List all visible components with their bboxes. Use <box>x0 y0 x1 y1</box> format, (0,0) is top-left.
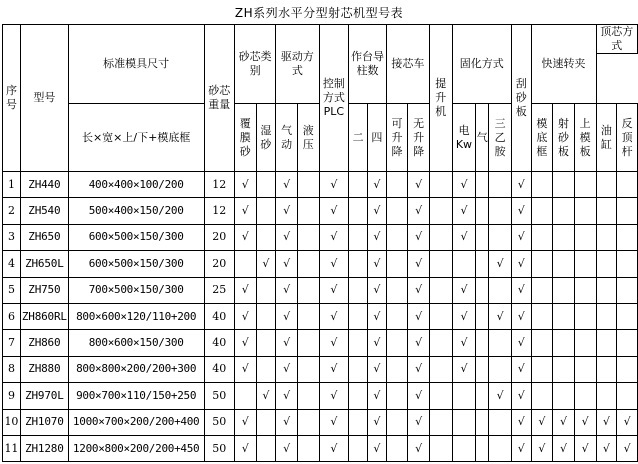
cell-seq: 3 <box>3 224 21 250</box>
header-pneumatic: 气动 <box>276 104 298 172</box>
cell-seq: 1 <box>3 172 21 198</box>
cell-scraper: √ <box>511 224 531 250</box>
cell-oil-cyl: √ <box>596 409 617 435</box>
cell-mold-frame <box>531 330 553 356</box>
cell-no-lift: √ <box>408 277 430 303</box>
cell-upper-mold <box>574 198 596 224</box>
cell-mold-frame <box>531 356 553 382</box>
table-row <box>3 224 638 250</box>
cell-pneumatic: √ <box>276 303 298 329</box>
cell-pneumatic: √ <box>276 277 298 303</box>
cell-model: ZH1280 <box>20 435 68 461</box>
cell-upper-mold <box>574 224 596 250</box>
cell-column-two <box>349 409 368 435</box>
cell-wet-sand: √ <box>256 383 276 409</box>
cell-rev-rod <box>617 330 638 356</box>
cell-no-lift: √ <box>408 198 430 224</box>
cell-rev-rod <box>617 198 638 224</box>
cell-film-sand <box>234 383 256 409</box>
cell-rev-rod <box>617 303 638 329</box>
cell-film-sand <box>234 251 256 277</box>
cell-oil-cyl <box>596 277 617 303</box>
header-film-sand: 覆膜砂 <box>234 104 256 172</box>
cell-mold-frame <box>531 303 553 329</box>
cell-scraper: √ <box>511 356 531 382</box>
cell-hydraulic <box>297 330 319 356</box>
cell-dims: 800×600×120/110+200 <box>68 303 204 329</box>
cell-shot-plate <box>553 383 575 409</box>
cell-column-four: √ <box>367 330 386 356</box>
cell-tea <box>489 409 512 435</box>
cell-column-four: √ <box>367 356 386 382</box>
cell-hydraulic <box>297 383 319 409</box>
cell-mold-frame <box>531 172 553 198</box>
header-column: 作台导柱数 <box>349 25 386 104</box>
cell-shot-plate <box>553 224 575 250</box>
cell-gas <box>476 303 489 329</box>
cell-scraper: √ <box>511 435 531 461</box>
cell-rev-rod <box>617 224 638 250</box>
cell-seq: 4 <box>3 251 21 277</box>
cell-rev-rod <box>617 172 638 198</box>
cell-elec-kw: √ <box>452 198 476 224</box>
cell-hydraulic <box>297 172 319 198</box>
cell-column-four: √ <box>367 198 386 224</box>
table-row <box>3 383 638 409</box>
cell-oil-cyl <box>596 303 617 329</box>
cell-liftable <box>386 303 408 329</box>
cell-gas <box>476 224 489 250</box>
cell-tea <box>489 224 512 250</box>
header-sand-type: 砂芯类别 <box>234 25 275 104</box>
cell-shot-plate <box>553 356 575 382</box>
cell-model: ZH860RL <box>20 303 68 329</box>
cell-elevator <box>429 330 452 356</box>
cell-hydraulic <box>297 435 319 461</box>
cell-oil-cyl <box>596 330 617 356</box>
cell-elec-kw: √ <box>452 277 476 303</box>
cell-elec-kw <box>452 409 476 435</box>
cell-control: √ <box>319 409 349 435</box>
cell-tea <box>489 172 512 198</box>
cell-seq: 8 <box>3 356 21 382</box>
header-core-car: 接芯车 <box>386 25 429 104</box>
cell-hydraulic <box>297 409 319 435</box>
cell-core-weight: 40 <box>204 330 234 356</box>
model-spec-table <box>2 24 638 462</box>
table-title: ZH系列水平分型射芯机型号表 <box>234 6 404 20</box>
cell-liftable <box>386 277 408 303</box>
cell-oil-cyl <box>596 251 617 277</box>
cell-column-four: √ <box>367 409 386 435</box>
cell-film-sand: √ <box>234 172 256 198</box>
header-oil-cyl: 油缸 <box>596 104 617 172</box>
cell-upper-mold <box>574 277 596 303</box>
cell-rev-rod <box>617 383 638 409</box>
cell-control: √ <box>319 303 349 329</box>
cell-upper-mold: √ <box>574 435 596 461</box>
cell-column-two <box>349 356 368 382</box>
cell-control: √ <box>319 356 349 382</box>
cell-oil-cyl: √ <box>596 435 617 461</box>
cell-seq: 2 <box>3 198 21 224</box>
cell-shot-plate <box>553 277 575 303</box>
cell-tea: √ <box>489 251 512 277</box>
cell-rev-rod: √ <box>617 435 638 461</box>
cell-wet-sand <box>256 277 276 303</box>
cell-mold-frame: √ <box>531 435 553 461</box>
cell-column-four: √ <box>367 224 386 250</box>
cell-liftable <box>386 383 408 409</box>
cell-dims: 400×400×100/200 <box>68 172 204 198</box>
cell-film-sand: √ <box>234 277 256 303</box>
cell-column-two <box>349 198 368 224</box>
cell-pneumatic: √ <box>276 251 298 277</box>
cell-no-lift: √ <box>408 356 430 382</box>
cell-oil-cyl <box>596 356 617 382</box>
header-no-lift: 无升降 <box>408 104 430 172</box>
cell-liftable <box>386 356 408 382</box>
cell-upper-mold <box>574 251 596 277</box>
cell-upper-mold <box>574 383 596 409</box>
header-quick: 快速转夹 <box>531 25 596 104</box>
cell-oil-cyl <box>596 224 617 250</box>
cell-hydraulic <box>297 303 319 329</box>
cell-seq: 10 <box>3 409 21 435</box>
cell-elec-kw: √ <box>452 356 476 382</box>
cell-elec-kw <box>452 435 476 461</box>
cell-liftable <box>386 198 408 224</box>
cell-elec-kw: √ <box>452 330 476 356</box>
cell-pneumatic: √ <box>276 172 298 198</box>
cell-gas <box>476 172 489 198</box>
table-row <box>3 409 638 435</box>
cell-pneumatic: √ <box>276 409 298 435</box>
cell-model: ZH860 <box>20 330 68 356</box>
cell-liftable <box>386 330 408 356</box>
cell-liftable <box>386 251 408 277</box>
cell-no-lift: √ <box>408 435 430 461</box>
header-model: 型号 <box>20 25 68 172</box>
cell-oil-cyl <box>596 383 617 409</box>
cell-elevator <box>429 409 452 435</box>
cell-shot-plate <box>553 251 575 277</box>
cell-film-sand: √ <box>234 224 256 250</box>
cell-dims: 700×500×150/300 <box>68 277 204 303</box>
cell-column-four: √ <box>367 303 386 329</box>
table-row <box>3 277 638 303</box>
cell-upper-mold <box>574 303 596 329</box>
cell-elec-kw: √ <box>452 172 476 198</box>
cell-mold-frame: √ <box>531 409 553 435</box>
cell-gas <box>476 356 489 382</box>
cell-hydraulic <box>297 277 319 303</box>
header-drive: 驱动方式 <box>276 25 319 104</box>
cell-elevator <box>429 277 452 303</box>
cell-liftable <box>386 435 408 461</box>
cell-film-sand: √ <box>234 409 256 435</box>
cell-elec-kw <box>452 383 476 409</box>
cell-core-weight: 50 <box>204 383 234 409</box>
header-liftable: 可升降 <box>386 104 408 172</box>
cell-rev-rod <box>617 356 638 382</box>
cell-no-lift: √ <box>408 330 430 356</box>
cell-film-sand: √ <box>234 198 256 224</box>
cell-upper-mold <box>574 356 596 382</box>
cell-model: ZH970L <box>20 383 68 409</box>
cell-tea <box>489 435 512 461</box>
cell-seq: 6 <box>3 303 21 329</box>
header-upper-mold: 上模板 <box>574 104 596 172</box>
cell-oil-cyl <box>596 198 617 224</box>
header-gas: 气 <box>476 104 489 172</box>
cell-column-four: √ <box>367 277 386 303</box>
cell-mold-frame <box>531 383 553 409</box>
cell-control: √ <box>319 330 349 356</box>
cell-control: √ <box>319 435 349 461</box>
cell-gas <box>476 409 489 435</box>
cell-hydraulic <box>297 224 319 250</box>
cell-shot-plate <box>553 303 575 329</box>
cell-control: √ <box>319 383 349 409</box>
cell-column-four: √ <box>367 435 386 461</box>
cell-elevator <box>429 172 452 198</box>
cell-column-two <box>349 172 368 198</box>
cell-control: √ <box>319 224 349 250</box>
cell-shot-plate <box>553 172 575 198</box>
cell-tea: √ <box>489 383 512 409</box>
header-rev-rod: 反顶杆 <box>617 104 638 172</box>
cell-model: ZH540 <box>20 198 68 224</box>
header-four: 四 <box>367 104 386 172</box>
cell-shot-plate: √ <box>553 409 575 435</box>
cell-model: ZH750 <box>20 277 68 303</box>
table-row <box>3 198 638 224</box>
cell-no-lift: √ <box>408 251 430 277</box>
header-wet-sand: 湿砂 <box>256 104 276 172</box>
cell-elec-kw: √ <box>452 303 476 329</box>
header-two: 二 <box>349 104 368 172</box>
cell-wet-sand <box>256 172 276 198</box>
table-row <box>3 435 638 461</box>
table-body <box>3 172 638 462</box>
cell-pneumatic: √ <box>276 224 298 250</box>
cell-core-weight: 50 <box>204 409 234 435</box>
cell-film-sand: √ <box>234 356 256 382</box>
cell-film-sand: √ <box>234 330 256 356</box>
cell-seq: 5 <box>3 277 21 303</box>
cell-no-lift: √ <box>408 172 430 198</box>
cell-column-four: √ <box>367 172 386 198</box>
cell-seq: 11 <box>3 435 21 461</box>
cell-gas <box>476 198 489 224</box>
cell-pneumatic: √ <box>276 198 298 224</box>
cell-dims: 900×700×110/150+250 <box>68 383 204 409</box>
cell-scraper: √ <box>511 383 531 409</box>
cell-pneumatic: √ <box>276 383 298 409</box>
cell-wet-sand <box>256 198 276 224</box>
cell-tea <box>489 198 512 224</box>
cell-column-two <box>349 330 368 356</box>
cell-shot-plate <box>553 198 575 224</box>
cell-elec-kw <box>452 251 476 277</box>
cell-scraper: √ <box>511 251 531 277</box>
cell-dims: 800×600×150/300 <box>68 330 204 356</box>
cell-tea: √ <box>489 303 512 329</box>
header-ejector: 顶芯方式 <box>596 25 638 54</box>
header-dims: 长×宽×上/下+模底框 <box>68 104 204 172</box>
cell-liftable <box>386 409 408 435</box>
cell-core-weight: 40 <box>204 303 234 329</box>
header-mold-frame: 模底框 <box>531 104 553 172</box>
cell-elevator <box>429 383 452 409</box>
cell-model: ZH440 <box>20 172 68 198</box>
header-scraper: 刮砂板 <box>511 25 531 172</box>
cell-no-lift: √ <box>408 303 430 329</box>
cell-control: √ <box>319 277 349 303</box>
header-core-weight: 砂芯重量 <box>204 25 234 172</box>
header-seq: 序号 <box>3 25 21 172</box>
cell-core-weight: 50 <box>204 435 234 461</box>
header-elec: 电Kw <box>452 104 476 172</box>
cell-rev-rod <box>617 251 638 277</box>
header-control: 控制方式PLC <box>319 25 349 172</box>
cell-mold-frame <box>531 251 553 277</box>
cell-control: √ <box>319 251 349 277</box>
cell-control: √ <box>319 172 349 198</box>
cell-tea <box>489 330 512 356</box>
cell-wet-sand <box>256 435 276 461</box>
cell-pneumatic: √ <box>276 330 298 356</box>
cell-dims: 800×800×200/200+300 <box>68 356 204 382</box>
cell-scraper: √ <box>511 277 531 303</box>
cell-rev-rod <box>617 277 638 303</box>
cell-column-two <box>349 383 368 409</box>
cell-model: ZH880 <box>20 356 68 382</box>
cell-seq: 9 <box>3 383 21 409</box>
cell-oil-cyl <box>596 172 617 198</box>
cell-column-two <box>349 224 368 250</box>
cell-pneumatic: √ <box>276 435 298 461</box>
cell-elevator <box>429 303 452 329</box>
cell-scraper: √ <box>511 409 531 435</box>
table-row <box>3 356 638 382</box>
cell-shot-plate <box>553 330 575 356</box>
cell-wet-sand <box>256 356 276 382</box>
cell-hydraulic <box>297 251 319 277</box>
cell-elevator <box>429 356 452 382</box>
cell-gas <box>476 435 489 461</box>
table-row <box>3 330 638 356</box>
cell-core-weight: 20 <box>204 251 234 277</box>
cell-dims: 600×500×150/300 <box>68 251 204 277</box>
table-row <box>3 303 638 329</box>
cell-scraper: √ <box>511 172 531 198</box>
cell-column-two <box>349 435 368 461</box>
cell-film-sand: √ <box>234 303 256 329</box>
header-elevator: 提升机 <box>429 25 452 172</box>
cell-dims: 1000×700×200/200+400 <box>68 409 204 435</box>
table-row <box>3 172 638 198</box>
cell-mold-frame <box>531 224 553 250</box>
cell-hydraulic <box>297 198 319 224</box>
cell-upper-mold: √ <box>574 409 596 435</box>
cell-upper-mold <box>574 330 596 356</box>
cell-wet-sand <box>256 224 276 250</box>
cell-shot-plate: √ <box>553 435 575 461</box>
cell-dims: 500×400×150/200 <box>68 198 204 224</box>
cell-elevator <box>429 224 452 250</box>
cell-hydraulic <box>297 356 319 382</box>
cell-wet-sand: √ <box>256 251 276 277</box>
cell-scraper: √ <box>511 303 531 329</box>
cell-gas <box>476 330 489 356</box>
cell-mold-frame <box>531 277 553 303</box>
cell-column-two <box>349 303 368 329</box>
cell-no-lift: √ <box>408 383 430 409</box>
cell-pneumatic: √ <box>276 356 298 382</box>
cell-mold-frame <box>531 198 553 224</box>
cell-rev-rod: √ <box>617 409 638 435</box>
cell-gas <box>476 277 489 303</box>
cell-core-weight: 40 <box>204 356 234 382</box>
cell-tea <box>489 277 512 303</box>
cell-no-lift: √ <box>408 224 430 250</box>
cell-core-weight: 12 <box>204 198 234 224</box>
cell-model: ZH1070 <box>20 409 68 435</box>
cell-elevator <box>429 435 452 461</box>
cell-dims: 1200×800×200/200+450 <box>68 435 204 461</box>
cell-control: √ <box>319 198 349 224</box>
cell-wet-sand <box>256 409 276 435</box>
cell-scraper: √ <box>511 198 531 224</box>
cell-scraper: √ <box>511 330 531 356</box>
cell-gas <box>476 251 489 277</box>
cell-film-sand: √ <box>234 435 256 461</box>
cell-column-two <box>349 251 368 277</box>
cell-elevator <box>429 251 452 277</box>
cell-no-lift: √ <box>408 409 430 435</box>
header-shot-plate: 射砂板 <box>553 104 575 172</box>
cell-dims: 600×500×150/300 <box>68 224 204 250</box>
cell-gas <box>476 383 489 409</box>
header-std-size: 标准模具尺寸 <box>68 25 204 104</box>
header-curing: 固化方式 <box>452 25 511 104</box>
cell-model: ZH650L <box>20 251 68 277</box>
cell-elevator <box>429 198 452 224</box>
cell-wet-sand <box>256 330 276 356</box>
cell-liftable <box>386 172 408 198</box>
cell-elec-kw: √ <box>452 224 476 250</box>
cell-core-weight: 20 <box>204 224 234 250</box>
cell-column-two <box>349 277 368 303</box>
cell-column-four: √ <box>367 383 386 409</box>
cell-seq: 7 <box>3 330 21 356</box>
cell-liftable <box>386 224 408 250</box>
header-hydraulic: 液压 <box>297 104 319 172</box>
cell-core-weight: 12 <box>204 172 234 198</box>
cell-core-weight: 25 <box>204 277 234 303</box>
header-tea: 三乙胺 <box>489 104 512 172</box>
cell-column-four: √ <box>367 251 386 277</box>
cell-wet-sand <box>256 303 276 329</box>
cell-upper-mold <box>574 172 596 198</box>
cell-tea <box>489 356 512 382</box>
table-row <box>3 251 638 277</box>
cell-model: ZH650 <box>20 224 68 250</box>
